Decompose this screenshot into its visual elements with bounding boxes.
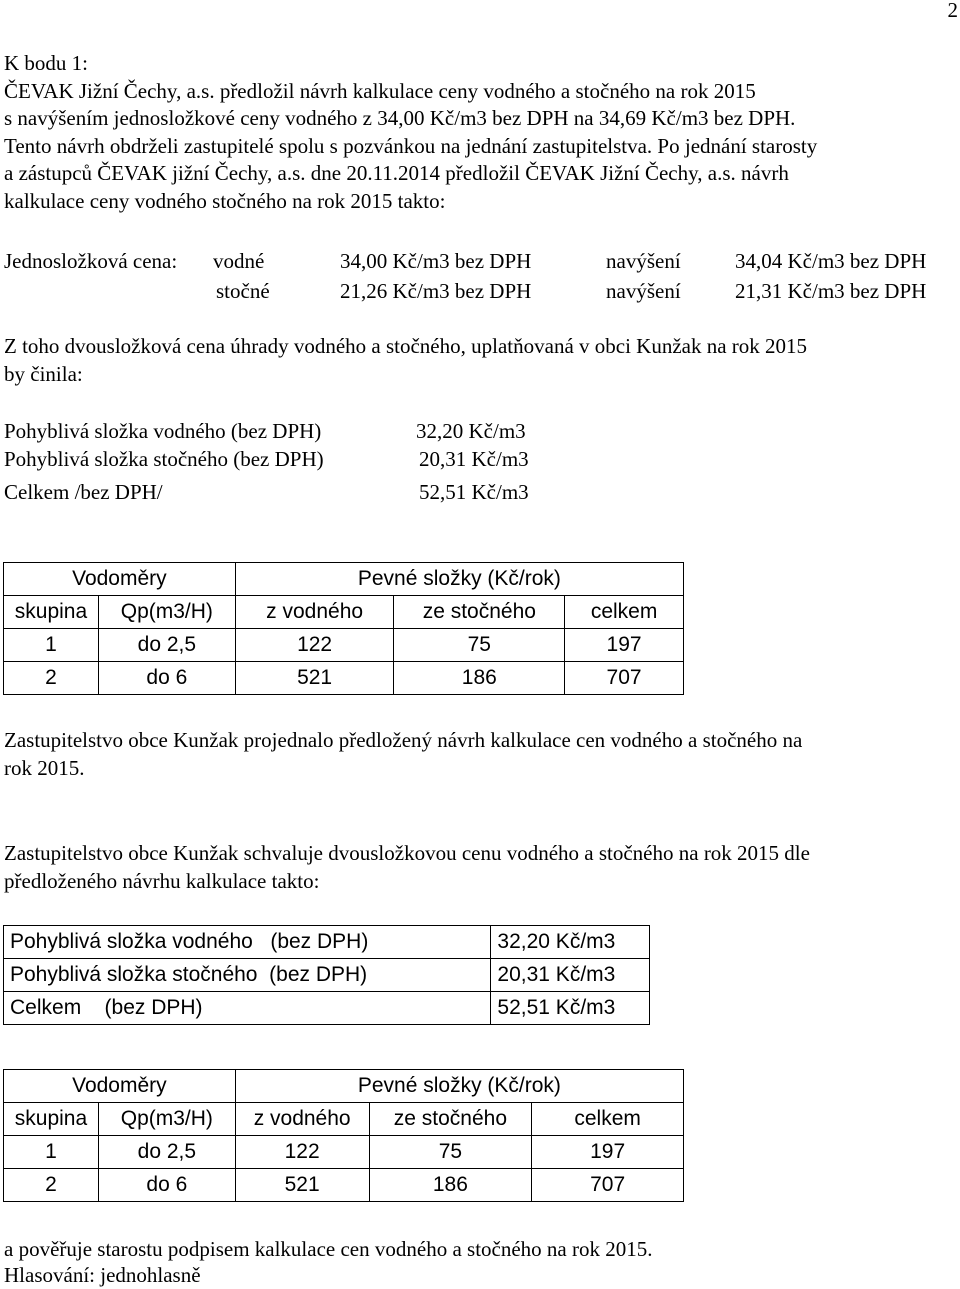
- approved-total-value: 52,51 Kč/m3: [491, 992, 650, 1025]
- table-row: [4, 1136, 684, 1169]
- col-qp: Qp(m3/H): [98, 1103, 235, 1136]
- table-cell: 122: [235, 1136, 369, 1169]
- intro-line: s navýšením jednosložkové ceny vodného z 34,00 Kč/m3 bez DPH na 34,69 Kč/m3 bez DPH.: [4, 106, 796, 130]
- page-number: 2: [947, 0, 958, 22]
- table-cell: 1: [4, 1136, 99, 1169]
- table-row: [4, 959, 650, 992]
- discussed-line: rok 2015.: [4, 755, 85, 780]
- col-skupina: skupina: [4, 596, 99, 629]
- variable-sewage-value: 20,31 Kč/m3: [419, 447, 529, 471]
- table-cell: do 6: [98, 662, 235, 695]
- two-part-line: Z toho dvousložková cena úhrady vodného a stočného, uplatňovaná v obci Kunžak na rok 2015: [4, 334, 808, 358]
- col-sewage: ze stočného: [369, 1103, 532, 1136]
- col-water: z vodného: [235, 596, 394, 629]
- closing-line: a pověřuje starostu podpisem kalkulace cen vodného a stočného na rok 2015.: [4, 1237, 653, 1261]
- water-price-to: 34,04 Kč/m3 bez DPH: [735, 249, 927, 273]
- table-cell: 707: [565, 662, 684, 695]
- intro-section: [4, 50, 817, 215]
- variable-water-value: 32,20 Kč/m3: [416, 419, 526, 443]
- col-water: z vodného: [235, 1103, 369, 1136]
- intro-line: kalkulace ceny vodného stočného na rok 2015 takto:: [4, 188, 446, 213]
- col-total: celkem: [565, 596, 684, 629]
- table-row: [4, 1169, 684, 1202]
- intro-heading: K bodu 1:: [4, 51, 88, 75]
- header-fixed-parts: Pevné složky (Kč/rok): [235, 1070, 683, 1103]
- intro-line: ČEVAK Jižní Čechy, a.s. předložil návrh kalkulace ceny vodného a stočného na rok 2015: [4, 78, 756, 103]
- col-sewage: ze stočného: [394, 596, 565, 629]
- single-price-label: Jednosložková cena:: [4, 249, 178, 273]
- approved-water-value: 32,20 Kč/m3: [491, 926, 650, 959]
- closing-section: [4, 1236, 652, 1288]
- header-fixed-parts: Pevné složky (Kč/rok): [235, 563, 683, 596]
- table-row: [4, 926, 650, 959]
- table-cell: 197: [565, 629, 684, 662]
- approves-section: [4, 840, 810, 895]
- table-cell: 122: [235, 629, 394, 662]
- sewage-price-to: 21,31 Kč/m3 bez DPH: [735, 279, 927, 303]
- table-cell: 75: [394, 629, 565, 662]
- table-cell: do 2,5: [98, 1136, 235, 1169]
- sewage-type: stočné: [216, 279, 270, 303]
- intro-line: Tento návrh obdrželi zastupitelé spolu s pozvánkou na jednání zastupitelstva. Po jednání starosty: [4, 133, 818, 158]
- approved-sewage-value: 20,31 Kč/m3: [491, 959, 650, 992]
- discussed-line: Zastupitelstvo obce Kunžak projednalo předložený návrh kalkulace cen vodného a stočného na: [4, 728, 803, 752]
- variable-total-value: 52,51 Kč/m3: [419, 480, 529, 504]
- approves-line: Zastupitelstvo obce Kunžak schvaluje dvousložkovou cenu vodného a stočného na rok 2015 dle: [4, 841, 810, 865]
- meter-table-proposal: [3, 562, 684, 695]
- voting-line: Hlasování: jednohlasně: [4, 1263, 201, 1287]
- approved-total-label: Celkem (bez DPH): [4, 992, 491, 1025]
- table-cell: 186: [394, 662, 565, 695]
- header-vodomery: Vodoměry: [4, 563, 236, 596]
- table-cell: 75: [369, 1136, 532, 1169]
- water-change: navýšení: [606, 249, 681, 273]
- table-cell: 521: [235, 662, 394, 695]
- variable-sewage-label: Pohyblivá složka stočného (bez DPH): [4, 447, 324, 471]
- table-cell: 197: [532, 1136, 684, 1169]
- col-total: celkem: [532, 1103, 684, 1136]
- table-row: [4, 662, 684, 695]
- variable-total-label: Celkem /bez DPH/: [4, 480, 163, 504]
- table-cell: 707: [532, 1169, 684, 1202]
- approved-sewage-label: Pohyblivá složka stočného (bez DPH): [4, 959, 491, 992]
- water-price-from: 34,00 Kč/m3 bez DPH: [340, 249, 532, 273]
- approves-line: předloženého návrhu kalkulace takto:: [4, 868, 320, 893]
- table-cell: do 6: [98, 1169, 235, 1202]
- two-part-intro: [4, 333, 807, 388]
- sewage-change: navýšení: [606, 279, 681, 303]
- table-cell: 521: [235, 1169, 369, 1202]
- water-type: vodné: [213, 249, 265, 273]
- two-part-line: by činila:: [4, 361, 83, 386]
- table-cell: 186: [369, 1169, 532, 1202]
- col-skupina: skupina: [4, 1103, 99, 1136]
- col-qp: Qp(m3/H): [98, 596, 235, 629]
- sewage-price-from: 21,26 Kč/m3 bez DPH: [340, 279, 532, 303]
- variable-water-label: Pohyblivá složka vodného (bez DPH): [4, 419, 322, 443]
- table-cell: do 2,5: [98, 629, 235, 662]
- table-row: [4, 992, 650, 1025]
- intro-line: a zástupců ČEVAK jižní Čechy, a.s. dne 20.11.2014 předložil ČEVAK Jižní Čechy, a.s. návrh: [4, 161, 789, 185]
- table-cell: 2: [4, 1169, 99, 1202]
- header-vodomery: Vodoměry: [4, 1070, 236, 1103]
- discussed-section: [4, 727, 802, 782]
- meter-table-approved: [3, 1069, 684, 1202]
- approved-water-label: Pohyblivá složka vodného (bez DPH): [4, 926, 491, 959]
- table-cell: 1: [4, 629, 99, 662]
- approved-parts-table: [3, 925, 650, 1025]
- table-row: [4, 629, 684, 662]
- table-cell: 2: [4, 662, 99, 695]
